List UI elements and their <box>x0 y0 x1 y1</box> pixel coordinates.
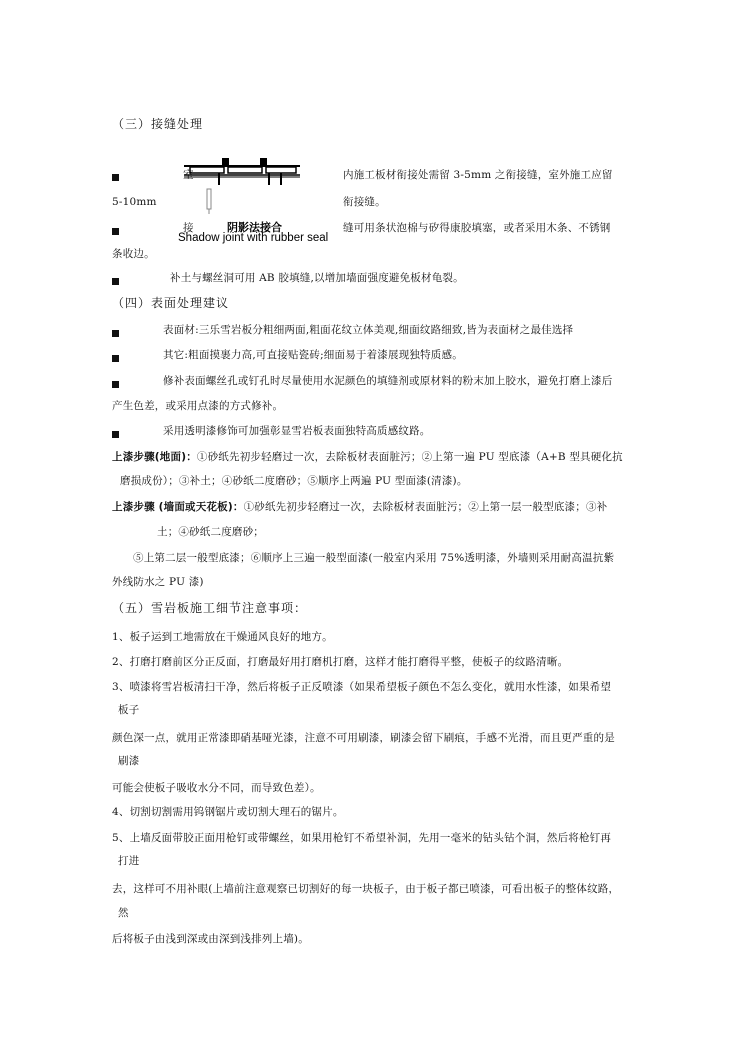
ground-steps-line-1 <box>112 450 623 464</box>
bullet-square-icon <box>112 427 119 441</box>
joint-bullet-2-lead: 接 <box>183 222 194 234</box>
note-line: 板子 <box>118 704 140 716</box>
joint-bullet-3-text: 补土与螺丝洞可用 AB 胶填缝,以增加墙面强度避免板材龟裂。 <box>170 272 464 284</box>
ground-steps-label: 上漆步骤(地面)： <box>112 451 197 463</box>
note-line: 然 <box>118 907 129 919</box>
bullet-square-icon <box>112 351 119 365</box>
joint-bullet-1-cont-b: 衔接缝。 <box>343 196 386 208</box>
bullet-square-icon <box>112 274 119 288</box>
wall-steps-line-1 <box>112 500 607 514</box>
note-line: 5、上墙反面带胶正面用枪钉或带螺丝，如果用枪钉不希望补洞，先用一毫米的钻头钻个洞，然后将枪钉再 <box>112 832 612 844</box>
bullet-square-icon <box>112 377 119 391</box>
bullet-square-icon <box>112 224 119 238</box>
wall-steps-text-b: 土；④砂纸二度磨砂； <box>157 526 264 538</box>
wall-steps-text-c: ⑤上第二层一般型底漆；⑥顺序上三遍一般型面漆(一般室内采用 75%透明漆，外墙则采用耐高温抗紫 <box>133 552 615 564</box>
shadow-joint-diagram <box>182 158 302 216</box>
joint-bullet-1-cont-a: 5-10mm <box>112 196 157 208</box>
section-3-heading: （三）接缝处理 <box>112 117 204 131</box>
bullet-square-icon <box>112 170 119 184</box>
surface-bullet-2: 其它:粗面摸裹力高,可直接贴瓷砖;细面易于着漆展现独特质感。 <box>163 349 463 361</box>
note-line: 2、打磨打磨前区分正反面，打磨最好用打磨机打磨，这样才能打磨得平整，使板子的纹路清晰。 <box>112 656 569 668</box>
wall-steps-label: 上漆步骤 (墙面或天花板)： <box>112 501 244 513</box>
note-line: 1、板子运到工地需放在干燥通风良好的地方。 <box>112 631 333 643</box>
surface-bullet-3-b: 产生色差，或采用点漆的方式修补。 <box>112 400 284 412</box>
wall-steps-text-a: ①砂纸先初步轻磨过一次，去除板材表面脏污；②上第一层一般型底漆；③补 <box>243 501 608 513</box>
note-line: 颜色深一点，就用正常漆即硝基哑光漆，注意不可用刷漆，刷漆会留下刷痕，手感不光滑，而且更严重的是 <box>112 732 615 744</box>
figure-caption-en: Shadow joint with rubber seal <box>178 232 329 244</box>
surface-bullet-1: 表面材:三乐雪岩板分粗细两面,粗面花纹立体美观,细面纹路细致,皆为表面材之最佳选择 <box>163 324 574 336</box>
section-4-heading: （四）表面处理建议 <box>112 296 230 310</box>
joint-bullet-1-lead: 室 <box>183 169 194 181</box>
note-line: 刷漆 <box>118 755 140 767</box>
bullet-square-icon <box>112 326 119 340</box>
ground-steps-text-b: 磨损成份）；③补土；④砂纸二度磨砂；⑤顺序上两遍 PU 型面漆(清漆)。 <box>120 475 468 487</box>
figure-caption-cn: 阴影法接合 <box>227 222 282 234</box>
note-line: 后将板子由浅到深或由深到浅排列上墙)。 <box>112 933 309 945</box>
surface-bullet-4: 采用透明漆修饰可加强彰显雪岩板表面独特高质感纹路。 <box>163 425 431 437</box>
joint-bullet-2-cont: 条收边。 <box>112 248 155 260</box>
ground-steps-text-a: ①砂纸先初步轻磨过一次，去除板材表面脏污；②上第一遍 PU 型底漆（A+B 型具硬化抗 <box>196 451 623 463</box>
surface-bullet-3-a: 修补表面螺丝孔或钉孔时尽量使用水泥颜色的填缝剂或原材料的粉末加上胶水，避免打磨上漆后 <box>163 375 613 387</box>
joint-bullet-1-text: 内施工板材衔接处需留 3-5mm 之衔接缝，室外施工应留 <box>343 169 613 181</box>
note-line: 打进 <box>118 855 140 867</box>
note-line: 去，这样可不用补眼(上墙前注意观察已切割好的每一块板子，由于板子都已喷漆，可看出板子的整体纹路， <box>112 883 620 895</box>
note-line: 3、喷漆将雪岩板清扫干净，然后将板子正反喷漆（如果希望板子颜色不怎么变化，就用水性漆，如果希望 <box>112 681 612 693</box>
joint-bullet-2-text: 缝可用条状泡棉与矽得康胶填塞，或者采用木条、不锈钢 <box>343 222 611 234</box>
section-5-heading: （五）雪岩板施工细节注意事项： <box>112 601 308 615</box>
note-line: 可能会使板子吸收水分不同，而导致色差）。 <box>112 782 321 794</box>
wall-steps-text-d: 外线防水之 PU 漆) <box>112 576 204 588</box>
note-line: 4、切割切割需用钨钢锯片或切割大理石的锯片。 <box>112 806 344 818</box>
